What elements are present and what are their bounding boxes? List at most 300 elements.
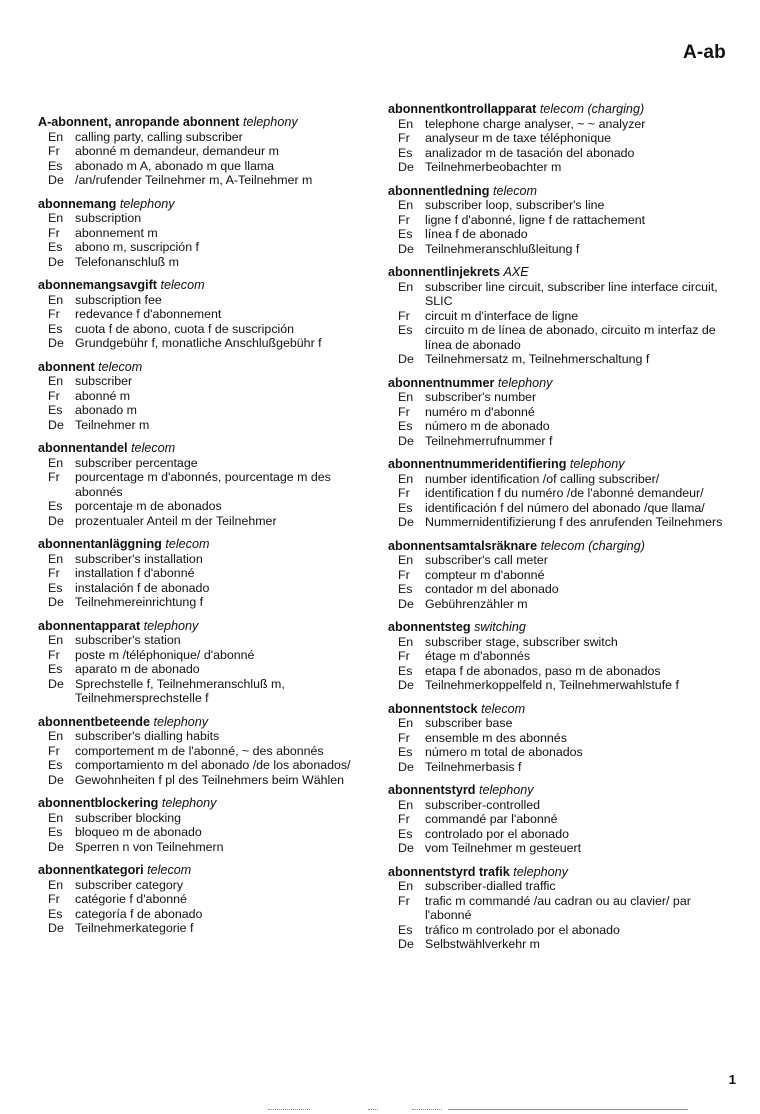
language-code: En <box>48 129 64 144</box>
translation-line <box>38 389 374 404</box>
dictionary-entry <box>38 715 374 788</box>
translation-text: Teilnehmeranschlußleitung f <box>425 241 580 256</box>
translation-line <box>38 581 374 596</box>
left-column <box>38 115 374 945</box>
entry-headword <box>38 715 374 730</box>
translation-line <box>388 664 728 679</box>
language-code: En <box>398 279 414 294</box>
translation-text: identificación f del número del abonado /que llama/ <box>425 500 705 515</box>
language-code: Fr <box>398 567 410 582</box>
subject-field: telephony <box>243 115 298 129</box>
translation-line <box>38 240 374 255</box>
swedish-term: abonnentnummer <box>388 375 495 390</box>
language-code: En <box>398 553 414 567</box>
translation-line <box>388 798 728 813</box>
language-code: De <box>398 160 414 174</box>
language-code: En <box>398 879 414 893</box>
translation-line <box>38 595 374 610</box>
translation-text: abonné m demandeur, demandeur m <box>75 144 279 158</box>
translation-text: subscriber stage, subscriber switch <box>425 634 618 649</box>
swedish-term: abonnentnummeridentifiering <box>388 457 567 471</box>
swedish-term: abonnemangsavgift <box>38 278 157 292</box>
language-code: De <box>48 839 64 854</box>
translation-line <box>38 921 374 936</box>
translation-line <box>38 514 374 529</box>
entry-headword <box>38 796 374 811</box>
translation-text: identification f du numéro /de l'abonné demandeur/ <box>425 486 704 500</box>
translation-text: subscriber's call meter <box>425 553 548 567</box>
translation-text: número m total de abonados <box>425 745 583 759</box>
translation-line <box>38 773 374 788</box>
language-code: De <box>398 596 414 611</box>
translation-text: installation f d'abonné <box>75 566 195 580</box>
translation-text: Selbstwählverkehr m <box>425 937 541 951</box>
translation-text: instalación f de abonado <box>75 580 210 595</box>
language-code: Es <box>48 240 63 254</box>
translation-line <box>38 211 374 226</box>
language-code: Es <box>48 906 63 921</box>
translation-text: categoría f de abonado <box>75 906 203 921</box>
language-code: En <box>48 374 64 388</box>
translation-line <box>38 336 374 351</box>
footer-rule <box>448 1109 688 1111</box>
translation-text: ligne f d'abonné, ligne f de rattachement <box>425 212 646 227</box>
language-code: Fr <box>48 892 60 906</box>
translation-line <box>388 568 728 583</box>
translation-line <box>38 418 374 433</box>
entry-headword <box>38 360 374 375</box>
translation-text: catégorie f d'abonné <box>75 892 187 906</box>
translation-line <box>38 758 374 773</box>
dictionary-entry <box>388 184 728 257</box>
entry-headword <box>388 620 728 635</box>
translation-text: aparato m de abonado <box>75 662 200 676</box>
translation-line <box>38 840 374 855</box>
translation-line <box>388 146 728 161</box>
translation-text: tráfico m controlado por el abonado <box>425 922 620 937</box>
translation-line <box>388 597 728 612</box>
language-code: Fr <box>398 893 410 908</box>
translation-text: contador m del abonado <box>425 582 559 596</box>
page-number: 1 <box>728 1072 736 1087</box>
translation-text: subscriber blocking <box>75 810 182 825</box>
swedish-term: abonnentsamtalsräknare <box>388 538 538 553</box>
translation-line <box>38 159 374 174</box>
language-code: Fr <box>48 566 60 580</box>
translation-line <box>388 894 728 923</box>
dictionary-entry <box>388 620 728 693</box>
language-code: Es <box>398 227 413 241</box>
language-code: Es <box>48 158 63 173</box>
entry-headword <box>388 783 728 798</box>
subject-field: telephony <box>513 864 568 879</box>
swedish-term: abonnentstyrd trafik <box>388 864 510 879</box>
translation-text: Teilnehmerrufnummer f <box>425 433 553 448</box>
dictionary-entry <box>388 783 728 856</box>
translation-text: Gewohnheiten f pl des Teilnehmers beim Wählen <box>75 772 345 787</box>
swedish-term: abonnent <box>38 359 95 374</box>
translation-line <box>388 242 728 257</box>
swedish-term: abonnentbeteende <box>38 714 150 729</box>
dictionary-entry <box>38 115 374 188</box>
translation-line <box>38 811 374 826</box>
swedish-term: abonnentapparat <box>38 618 141 633</box>
translation-text: abonné m <box>75 388 131 403</box>
subject-field: telecom <box>165 537 210 551</box>
language-code: Es <box>48 321 63 336</box>
section-header: A-ab <box>682 42 726 63</box>
translation-text: prozentualer Anteil m der Teilnehmer <box>75 513 277 528</box>
language-code: Fr <box>48 388 60 403</box>
translation-text: Sperren n von Teilnehmern <box>75 839 224 854</box>
translation-line <box>38 566 374 581</box>
translation-text: Grundgebühr f, monatliche Anschlußgebühr f <box>75 336 322 350</box>
translation-line <box>38 456 374 471</box>
subject-field: telephony <box>497 375 553 390</box>
translation-line <box>388 760 728 775</box>
language-code: Fr <box>398 308 410 323</box>
translation-text: subscriber-dialled traffic <box>425 879 556 893</box>
language-code: De <box>398 433 414 448</box>
translation-line <box>38 470 374 499</box>
translation-line <box>38 552 374 567</box>
language-code: Es <box>398 826 413 841</box>
translation-line <box>38 907 374 922</box>
translation-text: numéro m d'abonné <box>425 404 535 419</box>
translation-text: abonado m A, abonado m que llama <box>75 158 275 173</box>
language-code: Fr <box>398 730 410 745</box>
translation-text: subscriber category <box>75 877 184 892</box>
translation-text: compteur m d'abonné <box>425 567 545 582</box>
translation-line <box>388 117 728 132</box>
translation-text: comportamiento m del abonado /de los abonados/ <box>75 758 351 772</box>
entry-headword <box>38 863 374 878</box>
translation-text: Teilnehmerkoppelfeld n, Teilnehmerwahlstufe f <box>425 678 679 692</box>
language-code: De <box>398 841 414 855</box>
translation-text: subscription <box>75 211 142 225</box>
translation-line <box>38 173 374 188</box>
translation-text: redevance f d'abonnement <box>75 307 222 321</box>
dictionary-entry <box>38 863 374 936</box>
subject-field: telecom <box>131 441 176 455</box>
language-code: En <box>48 551 64 566</box>
swedish-term: abonnentstyrd <box>388 783 476 797</box>
translation-line <box>388 131 728 146</box>
translation-text: Teilnehmereinrichtung f <box>75 595 204 609</box>
language-code: De <box>48 676 64 691</box>
translation-text: circuit m d'interface de ligne <box>425 308 579 323</box>
translation-line <box>388 486 728 501</box>
translation-text: subscriber's installation <box>75 551 203 566</box>
translation-text: cuota f de abono, cuota f de suscripción <box>75 321 295 336</box>
translation-line <box>38 878 374 893</box>
language-code: Es <box>48 825 63 839</box>
translation-line <box>388 419 728 434</box>
language-code: En <box>48 633 64 647</box>
language-code: De <box>48 595 64 609</box>
language-code: Es <box>48 403 63 417</box>
translation-text: Teilnehmerbeobachter m <box>425 160 562 174</box>
translation-text: circuito m de línea de abonado, circuito m interfaz de línea de abonado <box>425 323 720 352</box>
translation-text: subscriber's number <box>425 390 537 404</box>
translation-line <box>388 745 728 760</box>
swedish-term: abonnentandel <box>38 441 128 455</box>
translation-line <box>38 144 374 159</box>
language-code: De <box>48 417 64 432</box>
subject-field: telecom <box>492 183 538 198</box>
language-code: Fr <box>398 212 410 227</box>
swedish-term: A-abonnent, anropande abonnent <box>38 115 240 129</box>
language-code: Es <box>48 758 63 772</box>
language-code: Fr <box>48 307 60 321</box>
subject-field: AXE <box>503 265 529 279</box>
translation-line <box>388 390 728 405</box>
language-code: De <box>48 336 64 350</box>
translation-line <box>388 405 728 420</box>
translation-line <box>388 812 728 827</box>
entry-headword <box>38 115 374 130</box>
language-code: De <box>398 352 414 366</box>
language-code: Fr <box>398 404 410 419</box>
swedish-term: abonnentledning <box>388 183 490 198</box>
language-code: Fr <box>398 649 410 663</box>
swedish-term: abonnemang <box>38 196 117 211</box>
translation-line <box>38 130 374 145</box>
translation-text: subscription fee <box>75 292 162 307</box>
subject-field: telephony <box>153 714 209 729</box>
dictionary-entry <box>38 441 374 528</box>
translation-line <box>388 280 728 309</box>
translation-line <box>38 744 374 759</box>
language-code: En <box>48 729 64 743</box>
subject-field: switching <box>474 620 526 634</box>
translation-text: étage m d'abonnés <box>425 649 531 663</box>
translation-text: abonnement m <box>75 225 158 240</box>
translation-text: calling party, calling subscriber <box>75 129 243 144</box>
translation-text: subscriber <box>75 374 133 388</box>
dictionary-entry <box>388 539 728 612</box>
translation-text: etapa f de abonados, paso m de abonados <box>425 663 661 678</box>
subject-field: telephony <box>161 796 217 810</box>
language-code: En <box>48 455 64 470</box>
translation-line <box>388 515 728 530</box>
language-code: Fr <box>48 144 60 158</box>
swedish-term: abonnentanläggning <box>38 537 162 551</box>
entry-headword <box>38 278 374 293</box>
translation-line <box>388 434 728 449</box>
dictionary-entry <box>388 702 728 775</box>
translation-text: number identification /of calling subscriber/ <box>425 471 660 486</box>
translation-text: subscriber base <box>425 716 513 730</box>
translation-line <box>388 879 728 894</box>
entry-headword <box>38 197 374 212</box>
swedish-term: abonnentkategori <box>38 863 144 877</box>
translation-text: trafic m commandé /au cadran ou au clavier/ par l'abonné <box>425 893 695 922</box>
language-code: Fr <box>398 486 410 500</box>
language-code: Fr <box>398 131 410 145</box>
language-code: Es <box>398 323 413 337</box>
translation-line <box>388 323 728 352</box>
translation-text: analizador m de tasación del abonado <box>425 145 635 160</box>
translation-text: Teilnehmerbasis f <box>425 759 522 774</box>
translation-text: línea f de abonado <box>425 227 528 241</box>
translation-text: subscriber's dialling habits <box>75 729 220 743</box>
dictionary-entry <box>38 537 374 610</box>
dictionary-entry <box>38 360 374 433</box>
language-code: En <box>398 198 414 212</box>
language-code: De <box>398 515 414 529</box>
translation-line <box>38 322 374 337</box>
language-code: De <box>398 759 414 774</box>
translation-text: subscriber percentage <box>75 455 198 470</box>
translation-line <box>38 892 374 907</box>
language-code: Es <box>398 419 413 433</box>
language-code: En <box>398 116 414 131</box>
language-code: De <box>48 772 64 787</box>
translation-line <box>388 937 728 952</box>
entry-headword <box>388 184 728 199</box>
dictionary-entry <box>388 457 728 530</box>
language-code: En <box>398 716 414 730</box>
swedish-term: abonnentstock <box>388 701 478 716</box>
subject-field: telephony <box>119 196 175 211</box>
dictionary-entry <box>388 102 728 175</box>
language-code: En <box>48 211 64 225</box>
entry-headword <box>38 537 374 552</box>
language-code: Fr <box>398 812 410 826</box>
translation-line <box>388 501 728 516</box>
translation-line <box>388 923 728 938</box>
dictionary-entry <box>38 197 374 270</box>
entry-headword <box>38 441 374 456</box>
language-code: En <box>398 390 414 404</box>
translation-line <box>388 352 728 367</box>
dictionary-entry <box>38 278 374 351</box>
language-code: De <box>398 937 414 951</box>
footer-rule <box>368 1109 378 1111</box>
translation-line <box>388 472 728 487</box>
dictionary-entry <box>388 376 728 449</box>
translation-line <box>38 226 374 241</box>
translation-line <box>38 293 374 308</box>
language-code: Es <box>398 663 413 678</box>
translation-line <box>388 635 728 650</box>
language-code: Es <box>398 745 413 759</box>
translation-text: analyseur m de taxe téléphonique <box>425 131 611 145</box>
language-code: Fr <box>48 225 60 240</box>
entry-headword <box>388 539 728 554</box>
translation-line <box>38 648 374 663</box>
language-code: En <box>398 471 414 486</box>
language-code: De <box>398 678 414 692</box>
translation-text: porcentaje m de abonados <box>75 499 222 513</box>
language-code: En <box>48 877 64 892</box>
translation-text: vom Teilnehmer m gesteuert <box>425 841 582 855</box>
translation-text: Gebührenzähler m <box>425 596 528 611</box>
language-code: De <box>48 173 64 187</box>
translation-text: /an/rufender Teilnehmer m, A-Teilnehmer m <box>75 173 313 187</box>
translation-text: subscriber line circuit, subscriber line interface circuit, SLIC <box>425 279 722 308</box>
translation-text: abono m, suscripción f <box>75 240 199 254</box>
dictionary-entry <box>388 865 728 952</box>
translation-text: subscriber loop, subscriber's line <box>425 198 605 212</box>
translation-line <box>388 827 728 842</box>
translation-line <box>388 731 728 746</box>
translation-line <box>388 309 728 324</box>
language-code: De <box>398 241 414 256</box>
language-code: Es <box>48 580 63 595</box>
translation-line <box>38 374 374 389</box>
dictionary-entry <box>38 619 374 706</box>
language-code: Es <box>398 145 413 160</box>
language-code: En <box>398 797 414 812</box>
language-code: En <box>48 810 64 825</box>
subject-field: telecom <box>98 359 143 374</box>
translation-line <box>388 841 728 856</box>
translation-line <box>388 716 728 731</box>
translation-text: número m de abonado <box>425 419 550 433</box>
entry-headword <box>388 457 728 472</box>
translation-line <box>388 198 728 213</box>
translation-text: abonado m <box>75 403 138 417</box>
swedish-term: abonnentsteg <box>388 620 471 634</box>
translation-text: Teilnehmersatz m, Teilnehmerschaltung f <box>425 352 650 366</box>
language-code: De <box>48 921 64 935</box>
translation-line <box>38 825 374 840</box>
translation-line <box>38 255 374 270</box>
subject-field: telecom <box>481 701 526 716</box>
translation-text: Teilnehmer m <box>75 417 150 432</box>
subject-field: telecom (charging) <box>540 538 645 553</box>
translation-text: telephone charge analyser, ~ ~ analyzer <box>425 116 646 131</box>
translation-text: commandé par l'abonné <box>425 812 558 826</box>
translation-line <box>388 678 728 693</box>
language-code: Es <box>398 582 413 596</box>
translation-line <box>38 499 374 514</box>
entry-headword <box>388 702 728 717</box>
translation-text: ensemble m des abonnés <box>425 730 567 745</box>
subject-field: telecom <box>147 863 192 877</box>
language-code: En <box>398 634 414 649</box>
translation-text: bloqueo m de abonado <box>75 825 202 839</box>
language-code: Es <box>398 922 413 937</box>
translation-text: Teilnehmerkategorie f <box>75 921 194 935</box>
entry-headword <box>38 619 374 634</box>
dictionary-entry <box>388 265 728 367</box>
entry-headword <box>388 102 728 117</box>
translation-line <box>38 677 374 706</box>
subject-field: telecom (charging) <box>539 102 645 116</box>
translation-line <box>388 227 728 242</box>
language-code: Es <box>398 500 413 515</box>
translation-text: subscriber's station <box>75 633 181 647</box>
subject-field: telephony <box>569 457 625 471</box>
swedish-term: abonnentkontrollapparat <box>388 102 537 116</box>
entry-headword <box>388 265 728 280</box>
entry-headword <box>388 376 728 391</box>
footer-rule <box>412 1109 442 1111</box>
language-code: Es <box>48 499 63 513</box>
dictionary-entry <box>38 796 374 854</box>
translation-text: pourcentage m d'abonnés, pourcentage m des abonnés <box>75 470 335 499</box>
translation-text: poste m /téléphonique/ d'abonné <box>75 647 255 662</box>
translation-line <box>38 729 374 744</box>
language-code: Es <box>48 662 63 676</box>
language-code: Fr <box>48 743 60 758</box>
translation-text: Nummernidentifizierung f des anrufenden Teilnehmers <box>425 515 723 529</box>
language-code: En <box>48 292 64 307</box>
translation-line <box>388 213 728 228</box>
